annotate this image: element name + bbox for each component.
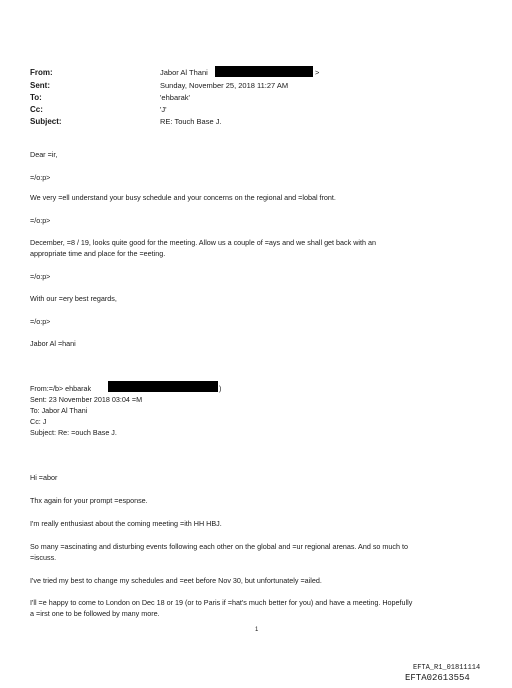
quoted-from-suffix: )	[219, 384, 222, 393]
redaction-box	[215, 66, 313, 77]
subject-label: Subject:	[30, 117, 62, 126]
body-greeting: Dear =ir,	[30, 150, 58, 159]
body-tag: =/o:p>	[30, 272, 51, 281]
quoted-sent: Sent: 23 November 2018 03:04 =M	[30, 395, 143, 404]
reply-paragraph: I've tried my best to change my schedules and =eet before Nov 30, but unfortunately =ailed.	[30, 576, 322, 585]
body-tag: =/o:p>	[30, 317, 51, 326]
page-number: 1	[255, 627, 259, 633]
body-tag: =/o:p>	[30, 216, 51, 225]
body-signature: Jabor Al =hani	[30, 339, 76, 348]
from-label: From:	[30, 68, 53, 77]
reply-greeting: Hi =abor	[30, 473, 58, 482]
body-paragraph: December, =8 / 19, looks quite good for the meeting. Allow us a couple of =ays and we shall get back with an	[30, 238, 377, 247]
to-value: 'ehbarak'	[160, 93, 190, 102]
from-value: Jabor Al Thani	[160, 68, 208, 77]
to-label: To:	[30, 93, 42, 102]
reply-paragraph: I'll =e happy to come to London on Dec 18 or 19 (or to Paris if =hat's much better for you) and have a meeting. Hopefully	[30, 598, 413, 607]
redaction-box	[108, 381, 218, 392]
reply-paragraph: =iscuss.	[30, 553, 57, 562]
sent-value: Sunday, November 25, 2018 11:27 AM	[160, 81, 289, 90]
quoted-to: To: Jabor Al Thani	[30, 406, 88, 415]
body-closing: With our =ery best regards,	[30, 294, 117, 303]
reply-paragraph: Thx again for your prompt =esponse.	[30, 496, 148, 505]
footer-id-primary: EFTA_R1_01811114	[413, 664, 481, 672]
from-suffix: >	[315, 68, 320, 77]
cc-label: Cc:	[30, 105, 43, 114]
footer-id-secondary: EFTA02613554	[405, 673, 470, 683]
cc-value: 'J'	[160, 105, 167, 114]
body-paragraph: We very =ell understand your busy schedule and your concerns on the regional and =lobal front.	[30, 193, 336, 202]
reply-paragraph: a =irst one to be followed by many more.	[30, 609, 160, 618]
quoted-from: From:=/b> ehbarak	[30, 384, 92, 393]
body-tag: =/o:p>	[30, 173, 51, 182]
quoted-cc: Cc: J	[30, 417, 47, 426]
reply-paragraph: I'm really enthusiast about the coming meeting =ith HH HBJ.	[30, 519, 222, 528]
quoted-subject: Subject: Re: =ouch Base J.	[30, 428, 117, 437]
body-paragraph: appropriate time and place for the =eeting.	[30, 249, 166, 258]
reply-paragraph: So many =ascinating and disturbing events following each other on the global and =ur regional arenas. And so much to	[30, 542, 408, 551]
sent-label: Sent:	[30, 81, 50, 90]
subject-value: RE: Touch Base J.	[160, 117, 222, 126]
